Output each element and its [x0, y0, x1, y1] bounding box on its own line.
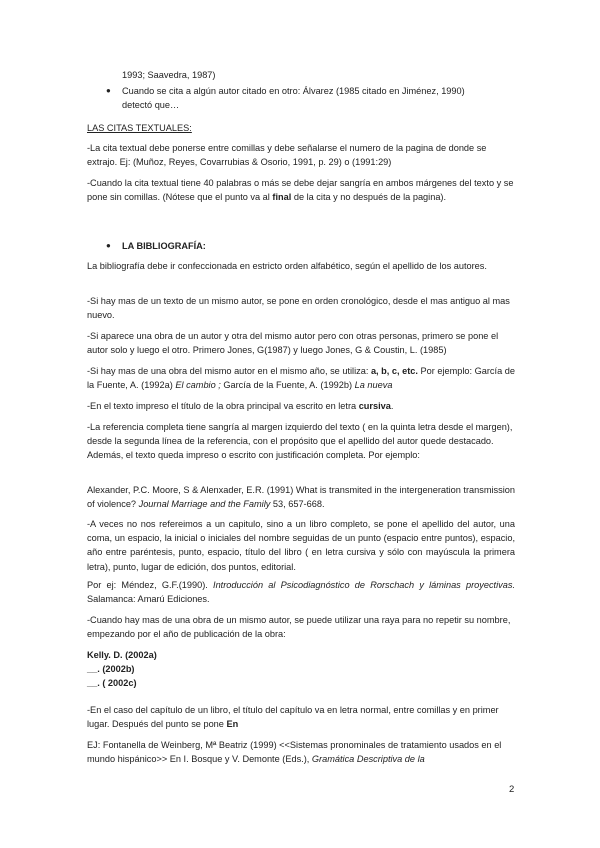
reference-example [87, 578, 515, 606]
reference-text: EJ: Fontanella de Weinberg, Mª Beatriz (1999) <<Sistemas pronominales de tratamiento usados en el mundo hispánico>> En I. Bosque y V. Demonte (Eds.), [87, 740, 502, 765]
section-heading-bibliografia [122, 239, 515, 253]
italic-text: El cambio ; [175, 380, 221, 391]
paragraph [87, 364, 515, 392]
reference-text: Alexander, P.C. Moore, S & Alenxader, E.R. (1991) What is transmited in the intergeneration transmission of violence? [87, 485, 515, 510]
kelly-list [87, 648, 515, 691]
paragraph [87, 613, 515, 641]
paragraph-text: -En el texto impreso el título de la obra principal va escrito en letra [87, 401, 359, 411]
bold-text: En [226, 719, 239, 730]
reference-example [87, 483, 515, 511]
italic-text: La nueva [354, 380, 393, 391]
bold-text: a, b, c, etc. [370, 366, 418, 376]
paragraph-text: -En el caso del capítulo de un libro, el título del capítulo va en letra normal, entre comillas y en primer lugar. Después del punto se pone [87, 705, 499, 730]
bold-text: cursiva [358, 401, 391, 411]
bullet-icon: ● [106, 241, 111, 250]
paragraph-text: García de la Fuente, A. (1992b) [220, 380, 355, 391]
bullet-text-line2: detectó que… [122, 100, 180, 111]
paragraph [87, 517, 515, 574]
bullet-item-continuation [122, 68, 515, 82]
reference-example [87, 738, 515, 766]
paragraph-text: de la cita y no después de la pagina). [291, 192, 447, 203]
reference-text: Salamanca: Amarú Ediciones. [87, 594, 210, 605]
bold-text: final [272, 192, 292, 203]
kelly-entry: Kelly. D. (2002a) [87, 650, 157, 660]
paragraph-text: -Cuando hay mas de una obra de un mismo autor, se puede utilizar una raya para no repetir su nombre, empezando por el año de publicación de la obra: [87, 615, 511, 640]
paragraph-text: La bibliografía debe ir confeccionada en estricto orden alfabético, según el apellido de los autores. [87, 261, 487, 271]
paragraph-text: -Cuando la cita textual tiene 40 palabras o más se debe dejar sangría en ambos márgenes del texto y se pone sin comillas. (Nótese que el punto va al [87, 178, 514, 203]
italic-text: Journal Marriage and the Family [138, 499, 271, 510]
section-heading-citas [87, 121, 515, 135]
bullet-item [122, 84, 515, 112]
italic-text: Introducción al Psicodiagnóstico de Rorschach y láminas proyectivas. [213, 580, 516, 590]
paragraph [87, 141, 515, 169]
paragraph-text: -La cita textual debe ponerse entre comillas y debe señalarse el numero de la pagina de donde se extrajo. Ej: (Muñoz, Reyes, Covarrubias & Osorio, 1991, p. 29) o (1991:29) [87, 143, 487, 168]
paragraph-text: -La referencia completa tiene sangría al margen izquierdo del texto ( en la quinta letra desde el margen), desde la segunda línea de la referencia, con el propósito que el apellido del autor quede destacado. Además, el texto queda impreso o escrito con justificación completa. Por ejemplo: [87, 422, 513, 461]
reference-text: 53, 657-668. [270, 499, 325, 510]
italic-text: Gramática Descriptiva de la [311, 754, 425, 765]
paragraph-text: -Si hay mas de una obra del mismo autor en el mismo año, se utiliza: [87, 366, 371, 376]
paragraph-text: -A veces no nos refereimos a un capitulo, sino a un libro completo, se pone el apellido del autor, una coma, un espacio, la inicial o iniciales del nombre seguidas de un punto (espacio entre puntos), espacio, año entre paréntesis, punto, espacio, título del libro ( en letra cursiva y sólo con mayúscula la primera letra), punto, lugar de edición, dos puntos, editorial. [87, 519, 515, 572]
bullet-icon: ● [106, 86, 111, 95]
paragraph [87, 329, 515, 357]
paragraph [87, 420, 515, 463]
paragraph [87, 176, 515, 204]
paragraph [87, 259, 515, 273]
kelly-entry: __. ( 2002c) [87, 678, 137, 689]
citas-heading-text: LAS CITAS TEXTUALES: [87, 123, 192, 133]
kelly-entry: __. (2002b) [87, 664, 135, 675]
paragraph-text: -Si hay mas de un texto de un mismo autor, se pone en orden cronológico, desde el mas antiguo al mas nuevo. [87, 296, 510, 321]
bullet-text: Cuando se cita a algún autor citado en otro: Álvarez (1985 citado en Jiménez, 1990) [122, 86, 465, 96]
paragraph-text: . [390, 401, 394, 411]
paragraph [87, 294, 515, 322]
bullet-text: 1993; Saavedra, 1987) [122, 70, 216, 80]
paragraph-text: -Si aparece una obra de un autor y otra del mismo autor pero con otras personas, primero se pone el autor solo y luego el otro. Primero Jones, G(1987) y luego Jones, G & Coustin, L. (1985) [87, 331, 499, 356]
page-number: 2 [509, 784, 515, 795]
paragraph-text: Por ejemplo: García de la Fuente, A. (1992a) [87, 366, 515, 391]
paragraph [87, 399, 515, 413]
reference-text: Por ej: Méndez, G.F.(1990). [87, 580, 214, 590]
paragraph [87, 703, 515, 731]
biblio-heading-text: LA BIBLIOGRAFÍA: [122, 241, 206, 251]
